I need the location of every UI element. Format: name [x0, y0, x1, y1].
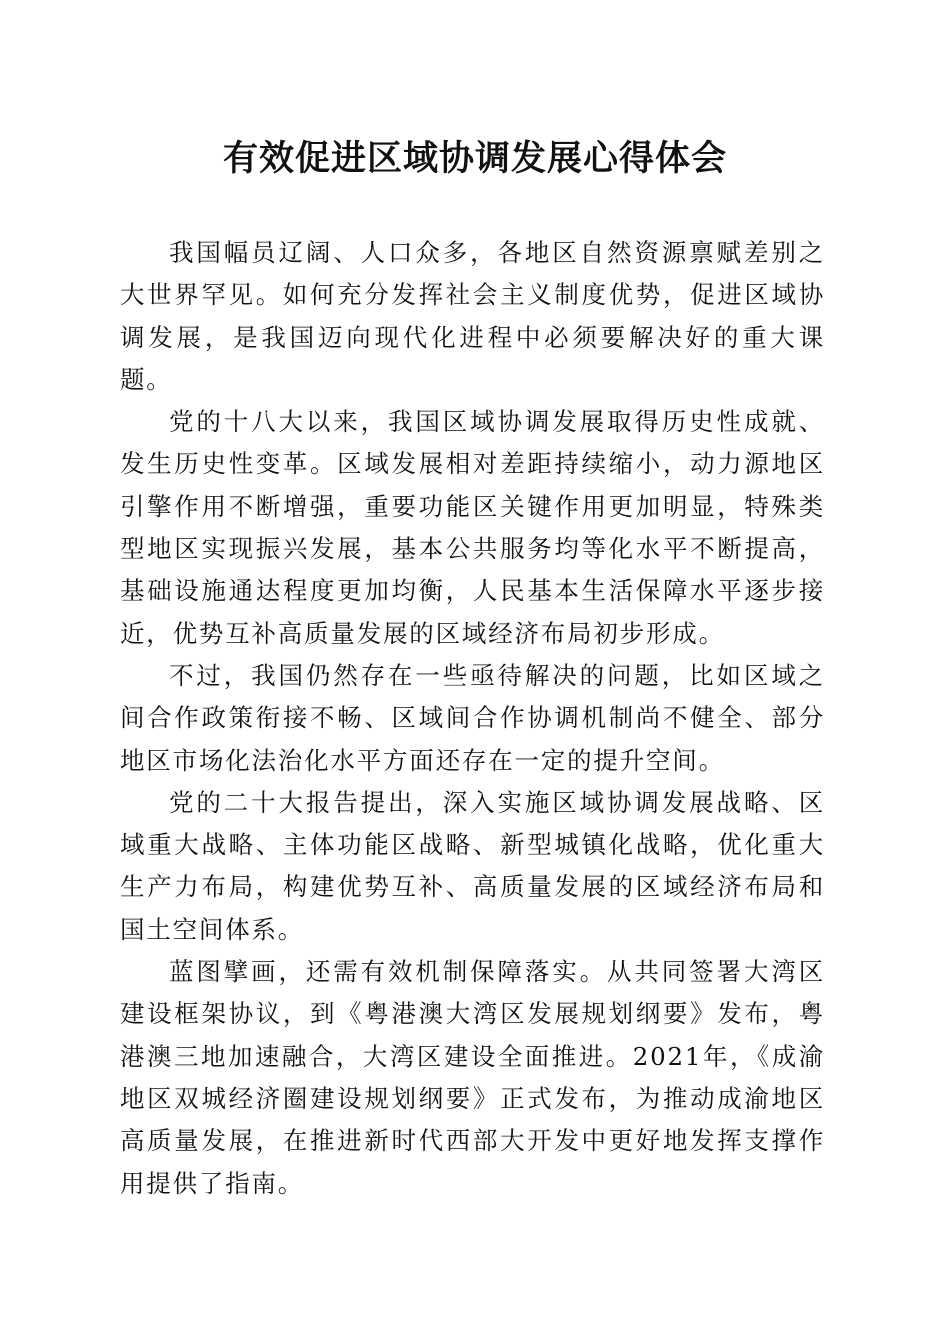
paragraph-1: 我国幅员辽阔、人口众多，各地区自然资源禀赋差别之大世界罕见。如何充分发挥社会主义制度优势，促进区域协调发展，是我国迈向现代化进程中必须要解决好的重大课题。: [120, 238, 825, 394]
document-title: 有效促进区域协调发展心得体会: [222, 138, 727, 179]
paragraph-3: 不过，我国仍然存在一些亟待解决的问题，比如区域之间合作政策衔接不畅、区域间合作协调机制尚不健全、部分地区市场化法治化水平方面还存在一定的提升空间。: [120, 660, 825, 775]
paragraph-2: 党的十八大以来，我国区域协调发展取得历史性成就、发生历史性变革。区域发展相对差距持续缩小，动力源地区引擎作用不断增强，重要功能区关键作用更加明显，特殊类型地区实现振兴发展，基本公共服务均等化水平不断提高，基础设施通达程度更加均衡，人民基本生活保障水平逐步接近，优势互补高质量发展的区域经济布局初步形成。: [120, 407, 825, 648]
paragraph-5: 蓝图擘画，还需有效机制保障落实。从共同签署大湾区建设框架协议，到《粤港澳大湾区发展规划纲要》发布，粤港澳三地加速融合，大湾区建设全面推进。2021年，《成渝地区双城经济圈建设规划纲要》正式发布，为推动成渝地区高质量发展，在推进新时代西部大开发中更好地发挥支撑作用提供了指南。: [120, 957, 825, 1198]
paragraph-4: 党的二十大报告提出，深入实施区域协调发展战略、区域重大战略、主体功能区战略、新型城镇化战略，优化重大生产力布局，构建优势互补、高质量发展的区域经济布局和国土空间体系。: [120, 787, 825, 944]
document-body: [120, 232, 825, 1205]
